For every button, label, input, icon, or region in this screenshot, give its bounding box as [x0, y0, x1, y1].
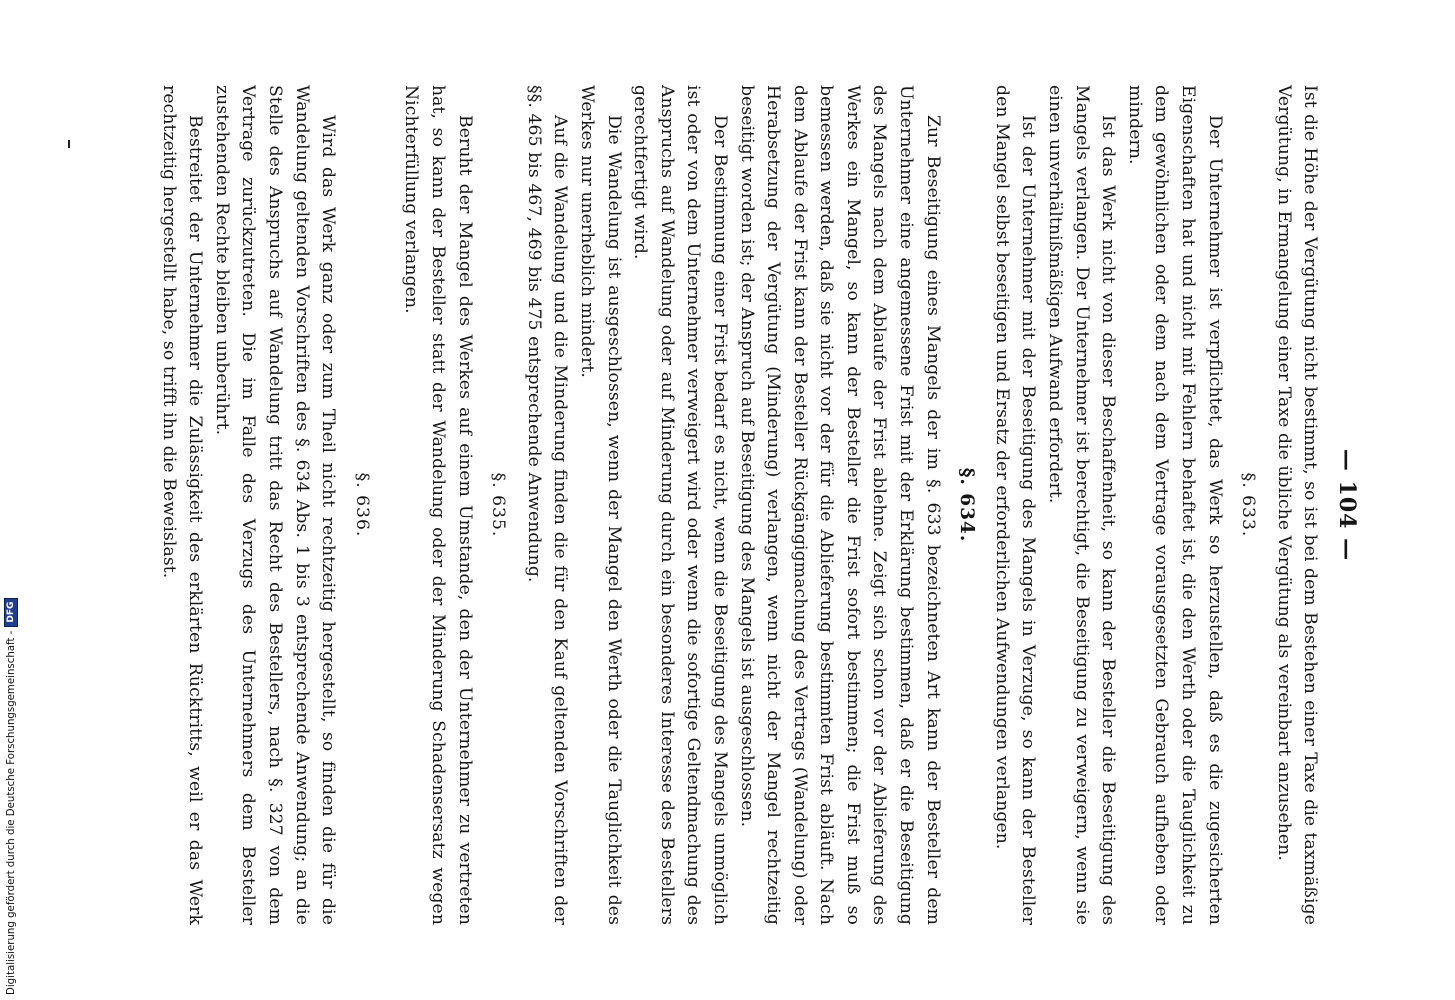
page-content: [155, 85, 1360, 925]
section-heading-635: §. 635.: [488, 472, 509, 538]
paragraph: Die Wandelung ist ausgeschlossen, wenn der Mangel den Werth oder die Tauglichkeit des Werkes nur unerheblich mindert.: [576, 85, 624, 925]
paragraph: Zur Beseitigung eines Mangels der im §. 633 bezeichneten Art kann der Besteller dem Unternehmer eine angemessene Frist mit der Erklärung bestimmen, daß er die Beseitigung des Mangels nach dem Ablaufe der Frist ablehne. Zeigt sich schon vor der Ablieferung des Werkes ein Mangel, so kann der Besteller die Frist sofort bestimmen; die Frist muß so bemessen werden, daß sie nicht vor der für die Ablieferung bestimmten Frist abläuft. Nach dem Ablaufe der Frist kann der Besteller Rückgängigmachung des Vertrags (Wandelung) oder Herabsetzung der Vergütung (Minderung) verlangen, wenn nicht der Mangel rechtzeitig beseitigt worden ist; der Anspruch auf Beseitigung des Mangels ist ausgeschlossen.: [736, 85, 943, 925]
paragraph: Der Bestimmung einer Frist bedarf es nicht, wenn die Beseitigung des Mangels unmöglich ist oder von dem Unternehmer verweigert wird oder wenn die sofortige Geltendmachung des Anspruchs auf Wandelung oder auf Minderung durch ein besonderes Interesse des Bestellers gerechtfertigt wird.: [630, 85, 730, 925]
section-heading-634: §. 634.: [956, 467, 978, 543]
credit-text: Digitalisierung gefördert durch die Deutsche Forschungsgemeinschaft -: [5, 630, 17, 995]
paragraph: Wird das Werk ganz oder zum Theil nicht rechtzeitig hergestellt, so finden die für die Wandelung geltenden Vorschriften des §. 634 Abs. 1 bis 3 entsprechende Anwendung; an die Stelle des Anspruchs auf Wandelung tritt das Recht des Bestellers, nach §. 327 von dem Vertrage zurückzutreten. Die im Falle des Verzugs des Unternehmers dem Besteller zustehenden Rechte bleiben unberührt.: [211, 85, 339, 925]
credit-line: [0, 600, 22, 995]
spacer: [384, 85, 398, 925]
paragraph: Auf die Wandelung und die Minderung finden die für den Kauf geltenden Vorschriften der §§. 465 bis 467, 469 bis 475 entsprechende Anwendung.: [523, 85, 571, 925]
paragraph: Der Unternehmer ist verpflichtet, das Werk so herzustellen, daß es die zugesicherten Eigenschaften hat und nicht mit Fehlern behaftet ist, die den Werth oder die Tauglichkeit zu dem gewöhnlichen oder dem nach dem Vertrage vorausgesetzten Gebrauch aufheben oder mindern.: [1124, 85, 1225, 925]
section-heading-633: §. 633.: [1238, 472, 1259, 538]
section-heading-636: §. 636.: [351, 472, 372, 538]
paragraph: Ist der Unternehmer mit der Beseitigung des Mangels in Verzuge, so kann der Besteller den Mangel selbst beseitigen und Ersatz der erforderlichen Aufwendungen verlangen.: [991, 85, 1039, 925]
page-number: — 104 —: [1334, 448, 1360, 562]
paragraph: Beruht der Mangel des Werkes auf einem Umstande, den der Unternehmer zu vertreten hat, so kann der Besteller statt der Wandelung oder der Minderung Schadensersatz wegen Nichterfüllung verlangen.: [401, 85, 475, 925]
dfg-logo-icon: DFG: [4, 598, 18, 627]
paragraph: Bestreitet der Unternehmer die Zulässigkeit des erklärten Rücktritts, weil er das Werk rechtzeitig hergestellt habe, so trifft ihn die Beweislast.: [158, 85, 206, 925]
digitization-credit: [0, 600, 22, 995]
stray-ink-mark: [68, 140, 70, 148]
paragraph: Ist das Werk nicht von dieser Beschaffenheit, so kann der Besteller die Beseitigung des Mangels verlangen. Der Unternehmer ist berechtigt, die Beseitigung zu verweigern, wenn sie einen unverhältnißmäßigen Aufwand erfordert.: [1045, 85, 1119, 925]
paragraph: Ist die Höhe der Vergütung nicht bestimmt, so ist bei dem Bestehen einer Taxe die taxmäßige Vergütung, in Ermangelung einer Taxe die übliche Vergütung als vereinbart anzusehen.: [1273, 85, 1321, 925]
